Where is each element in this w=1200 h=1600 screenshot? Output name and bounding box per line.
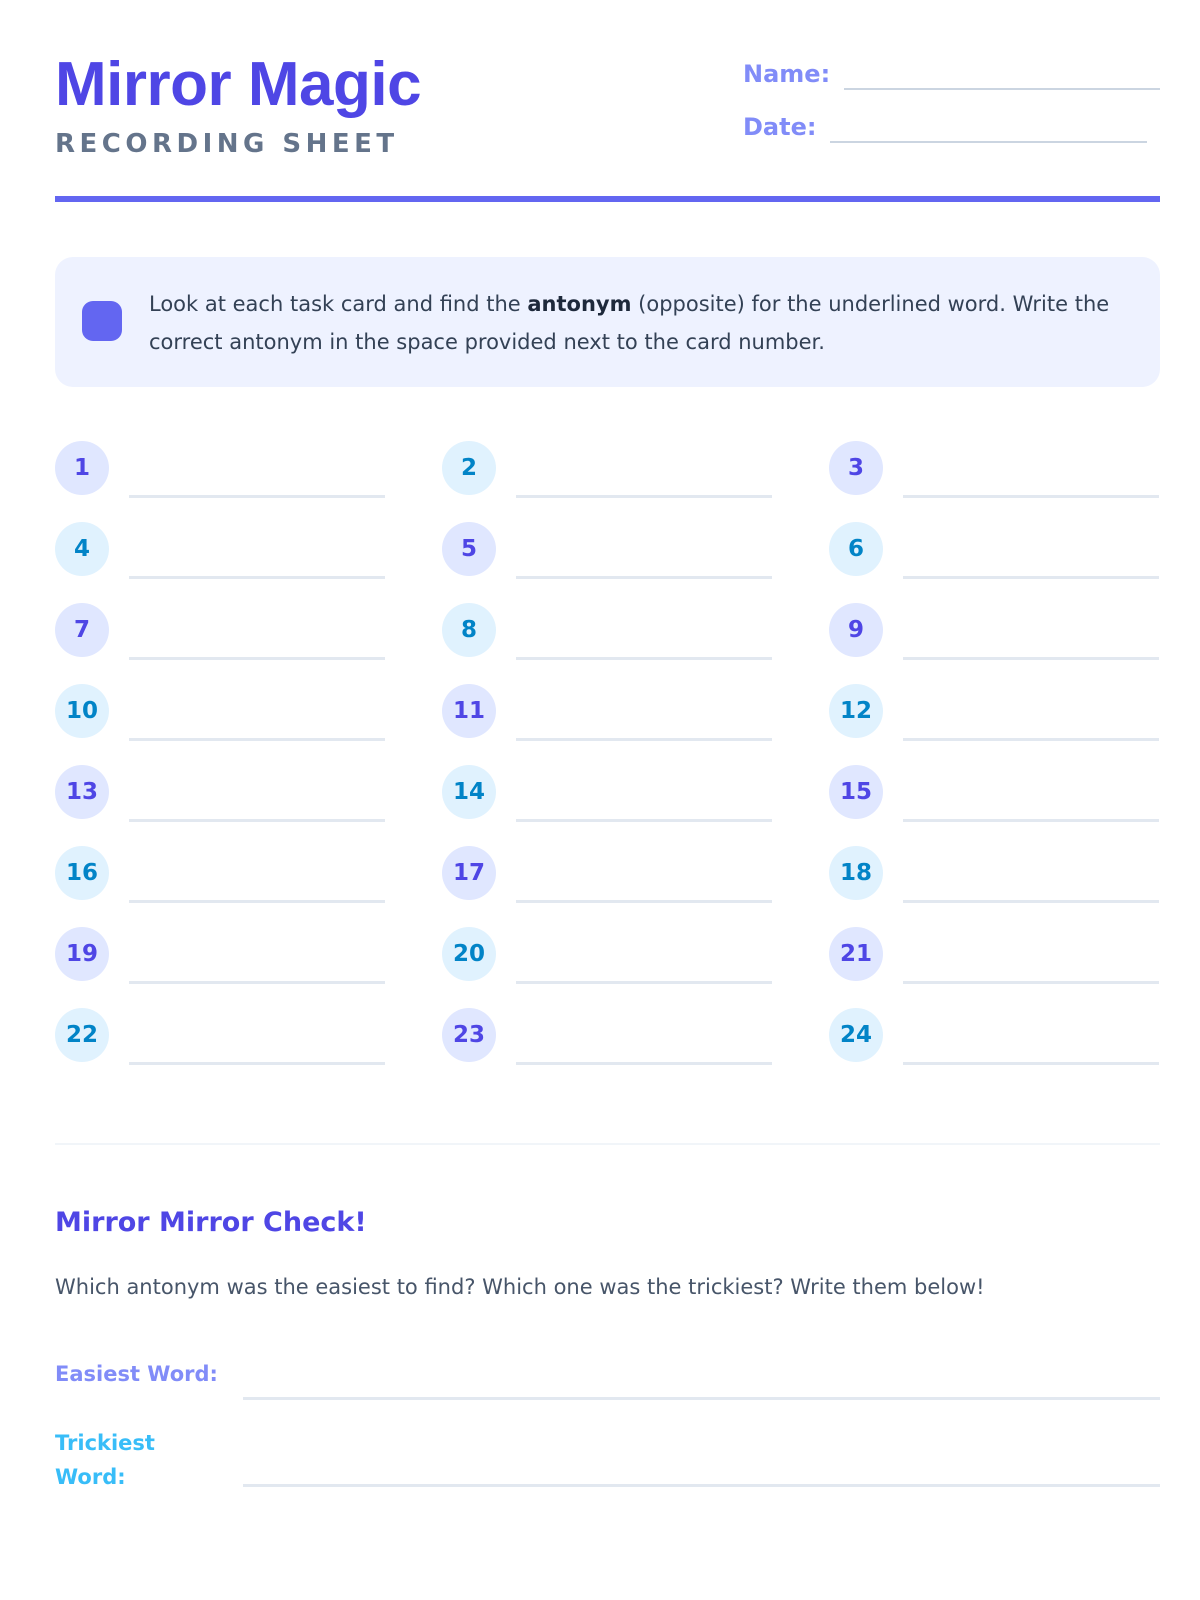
instructions-bold-word: antonym — [527, 292, 632, 316]
section-divider — [55, 1143, 1160, 1145]
answer-item — [55, 441, 385, 495]
answer-item — [55, 603, 385, 657]
answer-line[interactable] — [129, 900, 385, 903]
answer-line[interactable] — [903, 819, 1159, 822]
answer-line[interactable] — [516, 738, 772, 741]
easiest-word-label: Easiest Word: — [55, 1362, 218, 1386]
answer-item — [55, 846, 385, 900]
answer-line[interactable] — [129, 495, 385, 498]
card-number-badge: 19 — [55, 927, 109, 981]
answer-item — [829, 441, 1159, 495]
answer-line[interactable] — [903, 495, 1159, 498]
answer-line[interactable] — [516, 981, 772, 984]
answer-item — [442, 522, 772, 576]
answer-item — [829, 846, 1159, 900]
card-number-badge: 8 — [442, 603, 496, 657]
answer-line[interactable] — [129, 819, 385, 822]
answer-item — [829, 684, 1159, 738]
answer-item — [442, 441, 772, 495]
answer-line[interactable] — [516, 576, 772, 579]
answer-line[interactable] — [129, 657, 385, 660]
answer-item — [55, 522, 385, 576]
card-number-badge: 6 — [829, 522, 883, 576]
card-number-badge: 5 — [442, 522, 496, 576]
trickiest-word-line[interactable] — [243, 1484, 1160, 1487]
date-label: Date: — [743, 113, 817, 141]
card-number-badge: 17 — [442, 846, 496, 900]
answer-item — [442, 765, 772, 819]
date-input-line[interactable] — [830, 111, 1147, 143]
card-number-badge: 18 — [829, 846, 883, 900]
card-number-badge: 16 — [55, 846, 109, 900]
instructions-text-before: Look at each task card and find the — [149, 292, 528, 316]
card-number-badge: 7 — [55, 603, 109, 657]
name-label: Name: — [743, 60, 831, 88]
card-number-badge: 9 — [829, 603, 883, 657]
answer-item — [829, 522, 1159, 576]
answer-item — [829, 1008, 1159, 1062]
answer-grid — [55, 441, 1160, 1062]
answer-item — [442, 927, 772, 981]
answer-line[interactable] — [903, 900, 1159, 903]
reflection-prompt: Which antonym was the easiest to find? Which one was the trickiest? Write them below! — [55, 1275, 985, 1299]
answer-line[interactable] — [516, 819, 772, 822]
answer-item — [442, 846, 772, 900]
card-number-badge: 12 — [829, 684, 883, 738]
answer-line[interactable] — [516, 657, 772, 660]
easiest-word-line[interactable] — [243, 1397, 1160, 1400]
answer-item — [55, 1008, 385, 1062]
answer-line[interactable] — [903, 738, 1159, 741]
answer-line[interactable] — [903, 576, 1159, 579]
card-number-badge: 20 — [442, 927, 496, 981]
answer-item — [829, 765, 1159, 819]
instruction-square-icon — [82, 301, 122, 341]
card-number-badge: 23 — [442, 1008, 496, 1062]
answer-line[interactable] — [129, 981, 385, 984]
answer-line[interactable] — [129, 576, 385, 579]
instructions-text-after: (opposite) for the underlined word. Write the correct antonym in the space provided next to the card number. — [149, 292, 1110, 354]
answer-item — [829, 603, 1159, 657]
card-number-badge: 13 — [55, 765, 109, 819]
name-input-line[interactable] — [844, 58, 1160, 90]
answer-line[interactable] — [903, 1062, 1159, 1065]
card-number-badge: 14 — [442, 765, 496, 819]
answer-item — [829, 927, 1159, 981]
answer-line[interactable] — [516, 900, 772, 903]
card-number-badge: 4 — [55, 522, 109, 576]
card-number-badge: 2 — [442, 441, 496, 495]
card-number-badge: 11 — [442, 684, 496, 738]
answer-line[interactable] — [129, 1062, 385, 1065]
date-field — [743, 111, 1147, 143]
answer-item — [442, 1008, 772, 1062]
answer-item — [55, 927, 385, 981]
card-number-badge: 15 — [829, 765, 883, 819]
answer-item — [55, 765, 385, 819]
card-number-badge: 21 — [829, 927, 883, 981]
answer-line[interactable] — [903, 657, 1159, 660]
reflection-title: Mirror Mirror Check! — [55, 1207, 367, 1238]
page-subtitle: RECORDING SHEET — [55, 129, 399, 159]
answer-line[interactable] — [129, 738, 385, 741]
name-field — [743, 58, 1160, 90]
page-title: Mirror Magic — [55, 50, 422, 119]
answer-line[interactable] — [516, 495, 772, 498]
card-number-badge: 3 — [829, 441, 883, 495]
recording-sheet — [55, 0, 1160, 1600]
header-divider — [55, 196, 1160, 202]
card-number-badge: 1 — [55, 441, 109, 495]
card-number-badge: 24 — [829, 1008, 883, 1062]
trickiest-word-label: Trickiest Word: — [55, 1431, 155, 1489]
answer-item — [442, 684, 772, 738]
answer-line[interactable] — [903, 981, 1159, 984]
card-number-badge: 22 — [55, 1008, 109, 1062]
answer-item — [442, 603, 772, 657]
answer-line[interactable] — [516, 1062, 772, 1065]
card-number-badge: 10 — [55, 684, 109, 738]
instructions-text — [149, 285, 1129, 361]
instructions-box — [55, 257, 1160, 387]
answer-item — [55, 684, 385, 738]
